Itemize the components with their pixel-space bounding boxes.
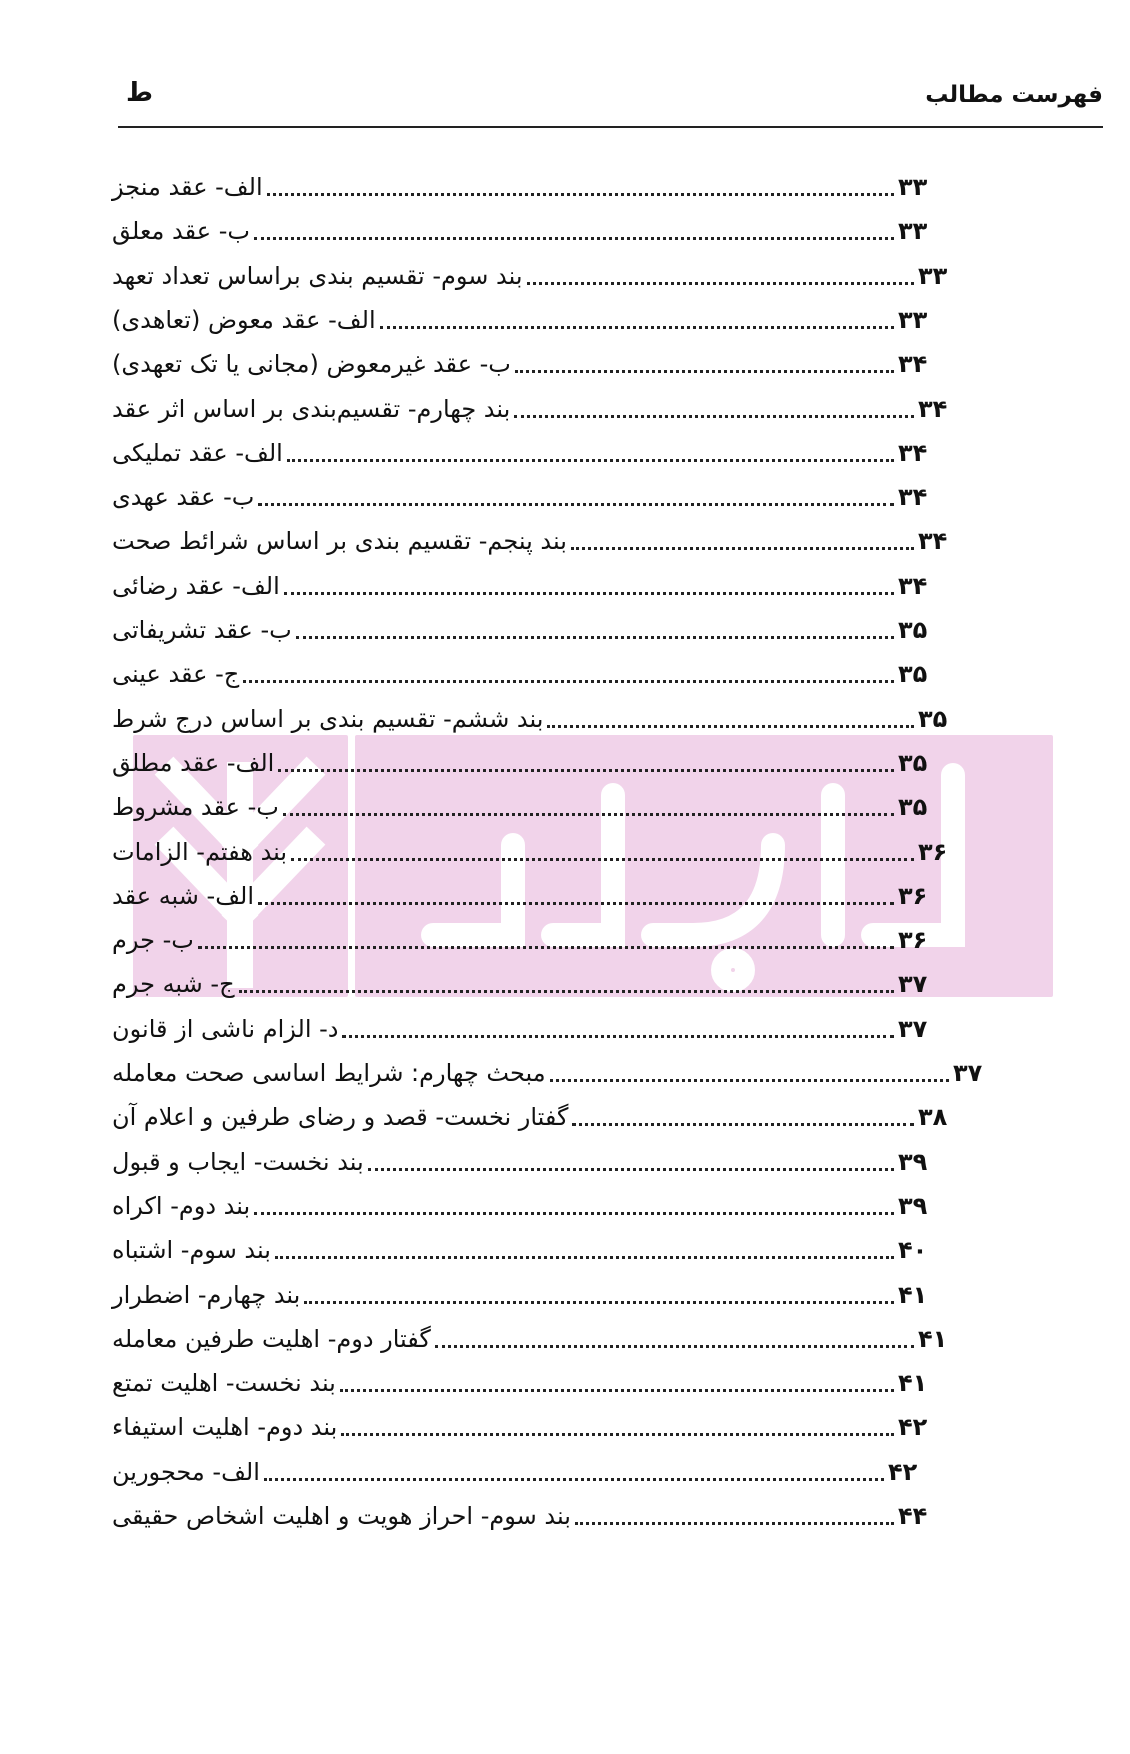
toc-dot-leader [254,237,894,240]
toc-entry-page-number: ۴۴ [898,1502,928,1530]
toc-entry-page-number: ۳۳ [898,217,928,246]
toc-entry-title: ب- عقد غیرمعوض (مجانی یا تک تعهدی) [112,350,511,379]
toc-dot-leader [514,415,914,418]
toc-entry-page-number: ۳۴ [918,394,948,423]
toc-entry-title: بند سوم- اشتباه [112,1236,271,1265]
toc-entry [112,561,930,601]
toc-dot-leader [243,680,894,683]
toc-entry [112,649,930,689]
toc-entry-page-number: ۳۴ [898,483,928,512]
toc-entry-page-number: ۳۶ [898,926,928,955]
toc-dot-leader [380,326,894,329]
toc-entry [112,1402,930,1442]
toc-entry [112,1137,930,1177]
toc-entry [112,1491,930,1531]
toc-entry-page-number: ۳۵ [898,793,928,822]
toc-entry-page-number: ۳۴ [898,438,928,467]
toc-dot-leader [340,1389,894,1392]
toc-entry-title: الف- عقد تملیکی [112,438,283,467]
toc-dot-leader [258,902,894,905]
toc-dot-leader [264,1478,884,1481]
page-header [118,78,1103,126]
toc-entry-page-number: ۳۹ [898,1191,928,1220]
toc-entry-page-number: ۳۵ [898,660,928,689]
toc-dot-leader [571,547,914,550]
toc-dot-leader [254,1212,894,1215]
toc-entry [112,206,930,246]
toc-dot-leader [515,370,894,373]
toc-entry-title: بند هفتم- الزامات [112,837,288,866]
toc-entry [112,694,950,734]
toc-entry [112,1447,920,1487]
toc-entry-page-number: ۳۳ [918,261,948,290]
toc-entry-title: بند دوم- اهلیت استیفاء [112,1413,338,1442]
toc-entry-page-number: ۴۰ [898,1236,928,1265]
toc-entry-page-number: ۳۳ [898,305,928,334]
toc-entry [112,1314,950,1354]
toc-entry [112,472,930,512]
toc-entry [112,605,930,645]
toc-entry-page-number: ۳۴ [898,350,928,379]
toc-entry-title: الف- عقد مطلق [112,748,275,777]
toc-entry-page-number: ۴۱ [898,1369,928,1398]
toc-dot-leader [267,193,894,196]
toc-entry [112,251,950,291]
header-rule [118,126,1103,128]
toc-entry-title: الف- شبه عقد [112,881,255,910]
toc-dot-leader [287,459,894,462]
toc-dot-leader [283,813,894,816]
toc-entry-page-number: ۳۷ [898,970,928,999]
toc-dot-leader [291,858,914,861]
toc-entry [112,1048,985,1088]
toc-entry [112,384,950,424]
toc-entry [112,827,950,867]
toc-entry [112,1358,930,1398]
toc-entry [112,959,930,999]
toc-entry-title: بند سوم- احراز هویت و اهلیت اشخاص حقیقی [112,1502,571,1530]
toc-entry-page-number: ۳۶ [918,837,948,866]
toc-entry-title: مبحث چهارم: شرایط اساسی صحت معامله [112,1059,546,1087]
toc-dot-leader [239,990,894,993]
toc-entry-title: ب- عقد معلق [112,217,250,246]
toc-dot-leader [342,1035,894,1038]
toc-entry-title: ج- عقد عینی [112,660,240,689]
toc-entry-page-number: ۳۹ [898,1147,928,1176]
toc-entry-page-number: ۳۶ [898,881,928,910]
toc-entry-page-number: ۳۷ [953,1059,983,1087]
toc-dot-leader [547,725,914,728]
toc-entry [112,1004,930,1044]
toc-entry [112,1092,950,1132]
toc-entry-title: بند نخست- اهلیت تمتع [112,1369,336,1398]
toc-entry-title: بند پنجم- تقسیم بندی بر اساس شرائط صحت [112,527,567,556]
toc-entry [112,295,930,335]
toc-entry-title: ب- عقد مشروط [112,793,279,822]
toc-entry-page-number: ۴۱ [898,1280,928,1309]
toc-dot-leader [575,1522,894,1525]
toc-entry-title: گفتار دوم- اهلیت طرفین معامله [112,1324,431,1353]
toc-entry-page-number: ۴۱ [918,1324,948,1353]
toc-entry [112,738,930,778]
toc-entry-title: بند دوم- اکراه [112,1191,251,1220]
toc-dot-leader [304,1301,894,1304]
toc-entry [112,162,930,202]
toc-entry-page-number: ۳۳ [898,173,928,201]
toc-entry-page-number: ۳۵ [918,704,948,733]
toc-dot-leader [341,1433,894,1436]
toc-entry-title: بند نخست- ایجاب و قبول [112,1147,364,1176]
toc-dot-leader [368,1168,894,1171]
toc-entry-page-number: ۳۴ [898,571,928,600]
toc-entry-page-number: ۳۷ [898,1014,928,1043]
toc-entry [112,428,930,468]
toc-dot-leader [275,1256,894,1259]
toc-dot-leader [435,1345,914,1348]
toc-entry [112,1181,930,1221]
toc-dot-leader [284,592,894,595]
toc-entry-title: بند چهارم- اضطرار [112,1280,301,1309]
toc-entry-title: د- الزام ناشی از قانون [112,1014,339,1043]
toc-entry-page-number: ۴۲ [898,1413,928,1442]
toc-entry-title: بند چهارم- تقسیم‌بندی بر اساس اثر عقد [112,394,511,423]
toc-dot-leader [296,636,894,639]
toc-entry-title: ج- شبه جرم [112,970,235,999]
toc-entry [112,871,930,911]
toc-entry-page-number: ۳۸ [918,1103,948,1132]
toc-entry-page-number: ۳۵ [898,616,928,644]
toc-entry-page-number: ۳۵ [898,748,928,777]
toc-entry-title: بند ششم- تقسیم بندی بر اساس درج شرط [112,704,544,733]
toc-entry-page-number: ۳۴ [918,527,948,556]
toc-entry-title: بند سوم- تقسیم بندی براساس تعداد تعهد [112,261,523,290]
header-page-letter: ط [126,78,154,108]
toc-entry-page-number: ۴۲ [888,1457,918,1486]
toc-entry-title: گفتار نخست- قصد و رضای طرفین و اعلام آن [112,1103,569,1132]
toc-entry [112,339,930,379]
toc-entry-title: الف- عقد منجز [112,173,263,201]
toc-entry-title: الف- محجورین [112,1457,260,1486]
header-title: فهرست مطالب [925,82,1103,108]
toc-dot-leader [572,1123,914,1126]
toc-entry-title: ب- عقد عهدی [112,483,255,512]
toc-dot-leader [527,282,914,285]
toc-entry-title: الف- عقد رضائی [112,571,280,600]
toc-entry [112,915,930,955]
toc-entry [112,1270,930,1310]
toc-entry [112,516,950,556]
toc-entry-title: الف- عقد معوض (تعاهدی) [112,305,376,334]
toc-dot-leader [550,1079,949,1082]
toc-dot-leader [258,503,894,506]
toc-entry-title: ب- جرم [112,926,194,955]
toc-dot-leader [198,946,894,949]
toc-entry [112,782,930,822]
toc-entry-title: ب- عقد تشریفاتی [112,616,292,644]
toc-dot-leader [278,769,894,772]
toc-entry [112,1225,930,1265]
